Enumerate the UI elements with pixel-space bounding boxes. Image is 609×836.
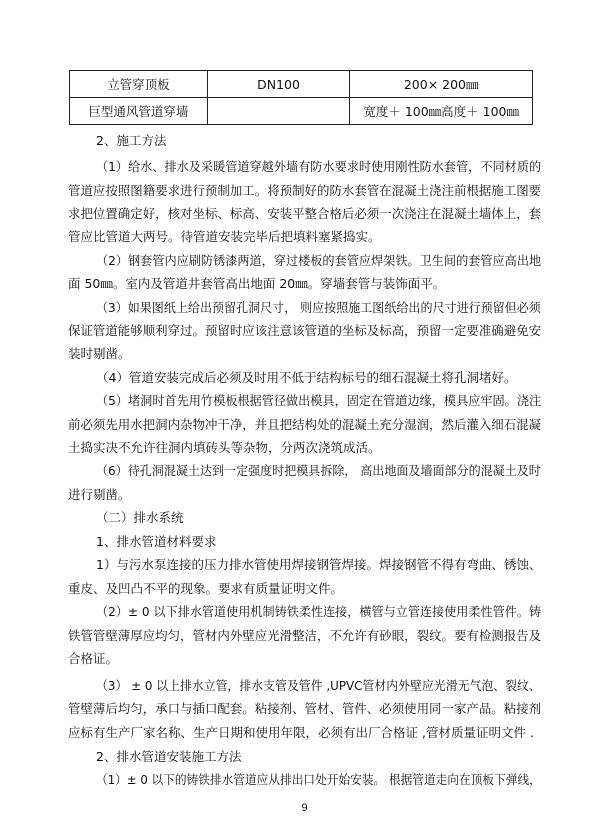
text-line: 重皮、及凹凸不平的现象。要求有质量证明文件。 [68, 581, 344, 596]
text-line: （1）给水、排水及采暖管道穿越外墙有防水要求时使用刚性防水套管，不同材质的 [96, 159, 542, 174]
table-row [70, 71, 533, 98]
table-cell: 200× 200㎜ [350, 71, 533, 98]
text-line: 保证管道能够顺利穿过。预留时应该注意该管道的坐标及标高，预留一定要准确避免安 [68, 323, 542, 338]
text-line: 进行剔凿。 [68, 487, 131, 502]
text-line: （3）如果图纸上给出预留孔洞尺寸， 则应按照施工图纸给出的尺寸进行预留但必须 [96, 300, 541, 315]
text-line: （4）管道安装完成后必须及时用不低于结构标号的细石混凝土将孔洞堵好。 [96, 370, 517, 385]
text-line: 管壁薄后均匀，承口与插口配套。粘接剂、管材、管件、必须使用同一家产品。粘接剂 [68, 701, 542, 716]
text-line: （1）± 0 以下的铸铁排水管道应从排出口处开始安装。 根据管道走向在顶板下弹线， [96, 772, 541, 787]
table-cell: 立管穿顶板 [70, 71, 208, 98]
text-line: 管应比管道大两号。待管道安装完毕后把填料塞紧捣实。 [68, 229, 381, 244]
section-heading: 2、施工方法 [96, 133, 167, 148]
text-line: 面 50㎜。室内及管道井套管高出地面 20㎜。穿墙套管与装饰面平。 [68, 276, 446, 291]
text-line: （2）± 0 以下排水管道使用机制铸铁柔性连接，横管与立管连接使用柔性管件。铸 [96, 604, 542, 619]
text-line: （2）钢套管内应刷防锈漆两道，穿过楼板的套管应焊架铁。卫生间的套管应高出地 [96, 253, 542, 268]
text-line: 应标有生产厂家名称、生产日期和使用年限，必须有出厂合格证 ,管材质量证明文件 . [68, 725, 534, 740]
table-cell: 宽度＋ 100㎜高度＋ 100㎜ [350, 98, 533, 125]
text-line: 前必须先用水把洞内杂物冲干净，并且把结构处的混凝土充分湿润，然后灌入细石混凝 [68, 417, 542, 432]
text-line: （3） ± 0 以上排水立管，排水支管及管件 ,UPVC管材内外壁应光滑无气泡、裂纹、 [96, 678, 541, 693]
pipe-sleeve-size-table [69, 70, 533, 125]
table-cell: DN100 [207, 71, 350, 98]
text-line: 铁管管壁薄厚应均匀，管材内外壁应光滑整洁，不允许有砂眼，裂纹。要有检测报告及 [68, 628, 542, 643]
text-line: （6）待孔洞混凝土达到一定强度时把模具拆除， 高出地面及墙面部分的混凝土及时 [96, 463, 541, 478]
section-heading: 2、排水管道安装施工方法 [96, 749, 242, 764]
section-heading: 1、排水管道材料要求 [96, 534, 217, 549]
text-line: （5）堵洞时首先用竹模板根据管径做出模具，固定在管道边缘，模具应牢固。浇注 [96, 393, 542, 408]
table-cell [207, 98, 350, 125]
section-heading: （二）排水系统 [96, 510, 184, 525]
text-line: 合格证。 [68, 651, 119, 666]
text-line: 装时剔凿。 [68, 346, 131, 361]
table-cell: 巨型通风管道穿墙 [70, 98, 208, 125]
text-line: 1）与污水泵连接的压力排水管使用焊接钢管焊接。焊接钢管不得有弯曲、锈蚀、 [96, 557, 542, 572]
page-number: 9 [301, 802, 308, 814]
table-row [70, 98, 533, 125]
text-line: 求把位置确定好，核对坐标、标高、安装平整合格后必须一次浇注在混凝土墙体上，套 [68, 206, 542, 221]
text-line: 土捣实决不允许往洞内填砖头等杂物，分两次浇筑成活。 [68, 440, 381, 455]
text-line: 管道应按照图籍要求进行预制加工。将预制好的防水套管在混凝土浇注前根据施工图要 [68, 183, 542, 198]
